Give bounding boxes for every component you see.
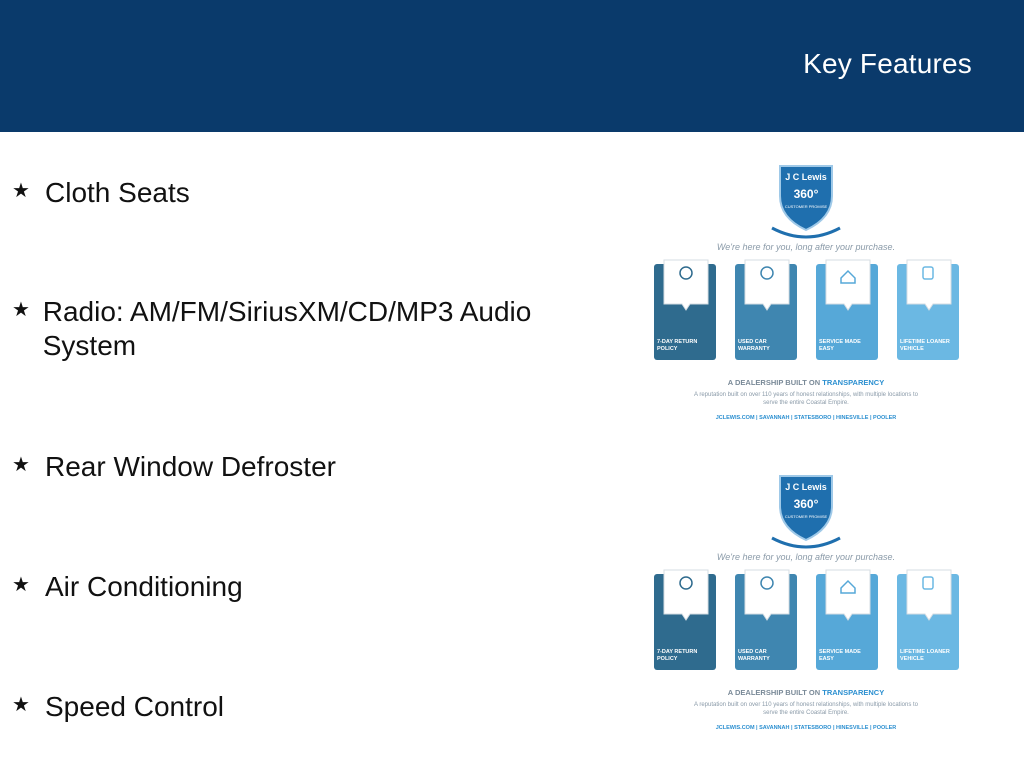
promise-card [816, 260, 878, 360]
feature-item [12, 690, 592, 724]
svg-text:7-DAY RETURN: 7-DAY RETURN [657, 649, 698, 655]
star-bullet-icon: ★ [12, 454, 30, 476]
badge-caption: CUSTOMER PROMISE [784, 204, 828, 209]
promise-card [654, 570, 716, 670]
feature-text: Rear Window Defroster [45, 451, 336, 482]
promise-card [735, 570, 797, 670]
feature-item [12, 450, 592, 484]
star-bullet-icon: ★ [12, 694, 30, 716]
promise-tagline: We're here for you, long after your purchase. [716, 552, 896, 562]
brand-label: J C Lewis [785, 482, 827, 492]
feature-text: Radio: AM/FM/SiriusXM/CD/MP3 Audio System [42, 296, 532, 361]
customer-promise-graphic [648, 160, 964, 430]
feature-item [12, 570, 592, 604]
svg-text:POLICY: POLICY [657, 346, 678, 352]
reputation-line: serve the entire Coastal Empire. [763, 400, 849, 406]
svg-text:POLICY: POLICY [657, 656, 678, 662]
promise-card [735, 260, 797, 360]
page-title: Key Features [803, 48, 972, 79]
promise-footer: JCLEWIS.COM | SAVANNAH | STATESBORO | HINESVILLE | POOLER [715, 415, 897, 421]
star-bullet-icon: ★ [12, 299, 30, 321]
svg-text:WARRANTY: WARRANTY [738, 656, 770, 662]
star-bullet-icon: ★ [12, 180, 30, 202]
feature-item [12, 176, 592, 210]
svg-text:USED CAR: USED CAR [738, 649, 767, 655]
reputation-line: serve the entire Coastal Empire. [763, 710, 849, 716]
promise-card [654, 260, 716, 360]
badge-caption: CUSTOMER PROMISE [784, 514, 828, 519]
reputation-line: A reputation built on over 110 years of honest relationships, with multiple locations to [693, 702, 919, 708]
promise-card [897, 570, 959, 670]
badge-number: 360° [793, 187, 819, 201]
svg-text:EASY: EASY [819, 656, 834, 662]
feature-text: Air Conditioning [45, 571, 243, 602]
promise-card [816, 570, 878, 670]
star-bullet-icon: ★ [12, 574, 30, 596]
promise-badge-icon [772, 476, 840, 547]
promise-card [897, 260, 959, 360]
svg-text:SERVICE MADE: SERVICE MADE [819, 649, 861, 655]
svg-text:WARRANTY: WARRANTY [738, 346, 770, 352]
promise-badge-icon [772, 166, 840, 237]
badge-number: 360° [793, 497, 819, 511]
svg-text:EASY: EASY [819, 346, 834, 352]
reputation-line: A reputation built on over 110 years of honest relationships, with multiple locations to [693, 392, 919, 398]
feature-item [12, 295, 592, 363]
brand-label: J C Lewis [785, 172, 827, 182]
svg-text:LIFETIME LOANER: LIFETIME LOANER [900, 339, 950, 345]
svg-text:LIFETIME LOANER: LIFETIME LOANER [900, 649, 950, 655]
customer-promise-graphic [648, 470, 964, 740]
svg-text:USED CAR: USED CAR [738, 339, 767, 345]
svg-text:VEHICLE: VEHICLE [900, 656, 924, 662]
promise-headline: A DEALERSHIP BUILT ON TRANSPARENCY [727, 688, 885, 697]
promise-tagline: We're here for you, long after your purchase. [716, 242, 896, 252]
feature-text: Speed Control [45, 691, 225, 722]
svg-text:SERVICE MADE: SERVICE MADE [819, 339, 861, 345]
promise-footer: JCLEWIS.COM | SAVANNAH | STATESBORO | HINESVILLE | POOLER [715, 725, 897, 731]
svg-text:VEHICLE: VEHICLE [900, 346, 924, 352]
feature-text: Cloth Seats [45, 177, 190, 208]
svg-text:7-DAY RETURN: 7-DAY RETURN [657, 339, 698, 345]
promise-headline: A DEALERSHIP BUILT ON TRANSPARENCY [727, 378, 885, 387]
